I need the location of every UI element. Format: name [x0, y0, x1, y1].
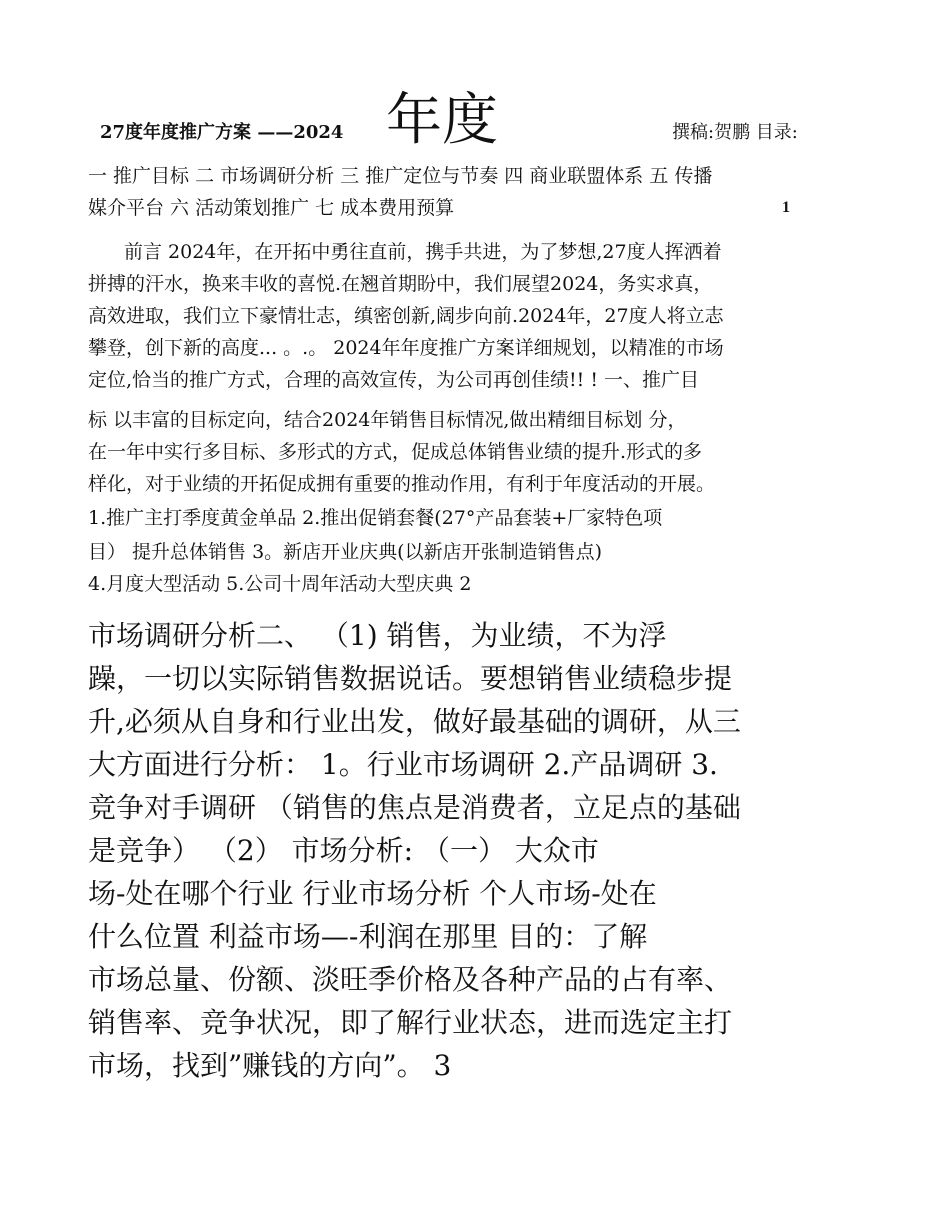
- para-line: 定位,恰当的推广方式，合理的高效宣传，为公司再创佳绩!! ! 一、推广目: [88, 369, 700, 391]
- section-line: 市场调研分析二、 （1) 销售，为业绩，不为浮: [88, 619, 667, 652]
- para-line: 拼搏的汗水，换来丰收的喜悦.在翘首期盼中，我们展望2024，务实求真，: [88, 273, 713, 295]
- section-line: 升,必须从自身和行业出发，做好最基础的调研，从三: [88, 705, 741, 738]
- section-line: 市场总量、份额、淡旺季价格及各种产品的占有率、: [88, 963, 733, 996]
- section-line: 躁，一切以实际销售数据说话。要想销售业绩稳步提: [88, 662, 733, 695]
- para-line: 目） 提升总体销售 3。新店开业庆典(以新店开张制造销售点): [88, 541, 602, 563]
- para-line: 高效进取，我们立下豪情壮志，缜密创新,阔步向前.2024年，27度人将立志: [88, 305, 724, 327]
- toc-line-1: 一 推广目标 二 市场调研分析 三 推广定位与节奏 四 商业联盟体系 五 传播: [88, 165, 713, 187]
- section-line: 场-处在哪个行业 行业市场分析 个人市场-处在: [88, 877, 657, 910]
- toc-page-number: 1: [782, 199, 790, 216]
- para-line: 4.月度大型活动 5.公司十周年活动大型庆典 2: [88, 573, 472, 595]
- para-line: 标 以丰富的目标定向，结合2024年销售目标情况,做出精细目标划 分，: [88, 409, 687, 431]
- toc-line-2: 媒介平台 六 活动策划推广 七 成本费用预算: [88, 197, 455, 219]
- section-line: 竞争对手调研 （销售的焦点是消费者，立足点的基础: [88, 791, 741, 824]
- para-line: 在一年中实行多目标、多形式的方式，促成总体销售业绩的提升.形式的多: [88, 441, 703, 463]
- section-line: 什么位置 利益市场—-利润在那里 目的：了解: [88, 920, 648, 953]
- para-line: 前言 2024年，在开拓中勇往直前，携手共进，为了梦想,27度人挥洒着: [124, 241, 722, 263]
- header-right-text: 撰稿:贺鹏 目录:: [672, 122, 798, 143]
- para-line: 样化，对于业绩的开拓促成拥有重要的推动作用，有利于年度活动的开展。: [88, 473, 716, 495]
- header-big-title: 年度: [386, 88, 498, 153]
- header-left-text: 27度年度推广方案 ——2024: [100, 122, 344, 143]
- section-line: 是竞争） （2） 市场分析: （一） 大众市: [88, 834, 599, 867]
- section-line: 市场，找到”赚钱的方向”。 3: [88, 1049, 452, 1082]
- para-line: 攀登，创下新的高度... 。.。 2024年年度推广方案详细规划，以精准的市场: [88, 337, 724, 359]
- section-line: 销售率、竞争状况，即了解行业状态，进而选定主打: [88, 1006, 733, 1039]
- section-line: 大方面进行分析： 1。行业市场调研 2.产品调研 3.: [88, 748, 718, 781]
- para-line: 1.推广主打季度黄金单品 2.推出促销套餐(27°产品套装+厂家特色项: [88, 507, 663, 529]
